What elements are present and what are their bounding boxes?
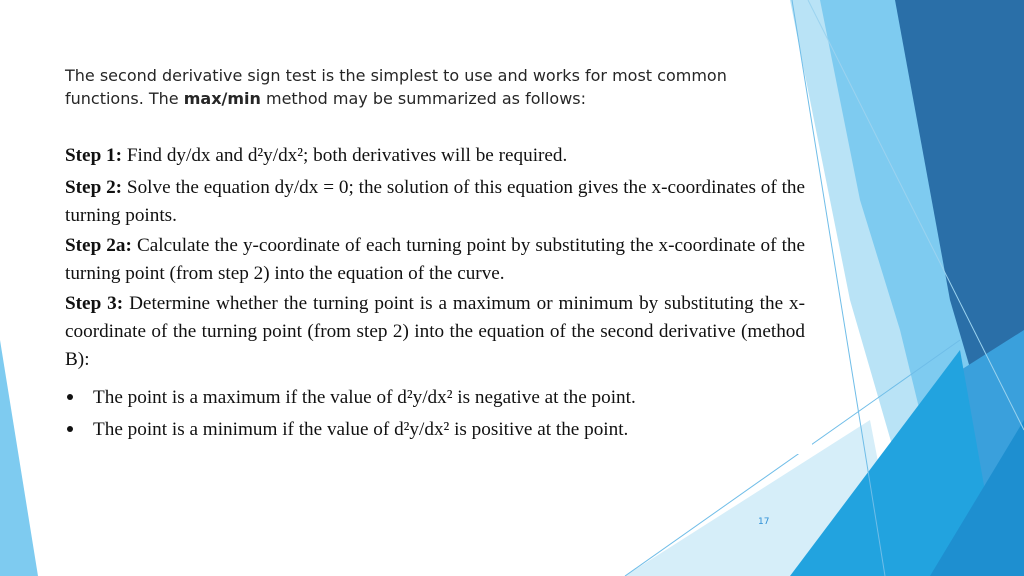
step-2a-text: Calculate the y-coordinate of each turning point by substituting the x-coordinate of the turning point (from step 2) into the equation of the curve.	[65, 235, 806, 284]
left-accent-shape	[0, 340, 38, 576]
intro-line-2	[65, 87, 785, 110]
step-3-text: Determine whether the turning point is a maximum or minimum by substituting the x-coordinate of the turning point (from step 2) into the equation of the second derivative (method B):	[65, 293, 806, 370]
step-1-label: Step 1:	[65, 145, 123, 166]
intro-line-1: The second derivative sign test is the simplest to use and works for most common	[65, 66, 727, 85]
intro-bold-term: max/min	[183, 89, 261, 108]
step-1-text: Find dy/dx and d²y/dx²; both derivatives will be required.	[126, 145, 568, 166]
step-3-label: Step 3:	[65, 293, 124, 314]
step-2	[65, 174, 805, 230]
bullet-minimum-text: The point is a minimum if the value of d²y/dx² is positive at the point.	[93, 419, 629, 440]
bullet-maximum-text: The point is a maximum if the value of d²y/dx² is negative at the point.	[93, 387, 636, 408]
bullet-maximum	[65, 384, 805, 412]
page-number: 17	[758, 517, 770, 527]
step-3	[65, 290, 805, 374]
bullet-dot-icon	[67, 426, 73, 432]
bullet-minimum	[65, 416, 805, 444]
step-1	[65, 142, 805, 170]
scanned-procedure-image	[60, 132, 812, 454]
intro-line-2-end: method may be summarized as follows:	[260, 89, 586, 108]
bullet-dot-icon	[67, 394, 73, 400]
step-2a	[65, 232, 805, 288]
step-2-text: Solve the equation dy/dx = 0; the solution of this equation gives the x-coordinates of the turning points.	[65, 177, 806, 226]
intro-line-2-start: functions. The	[65, 89, 184, 108]
step-2-label: Step 2:	[65, 177, 123, 198]
step-2a-label: Step 2a:	[65, 235, 132, 256]
intro-text	[65, 64, 785, 110]
